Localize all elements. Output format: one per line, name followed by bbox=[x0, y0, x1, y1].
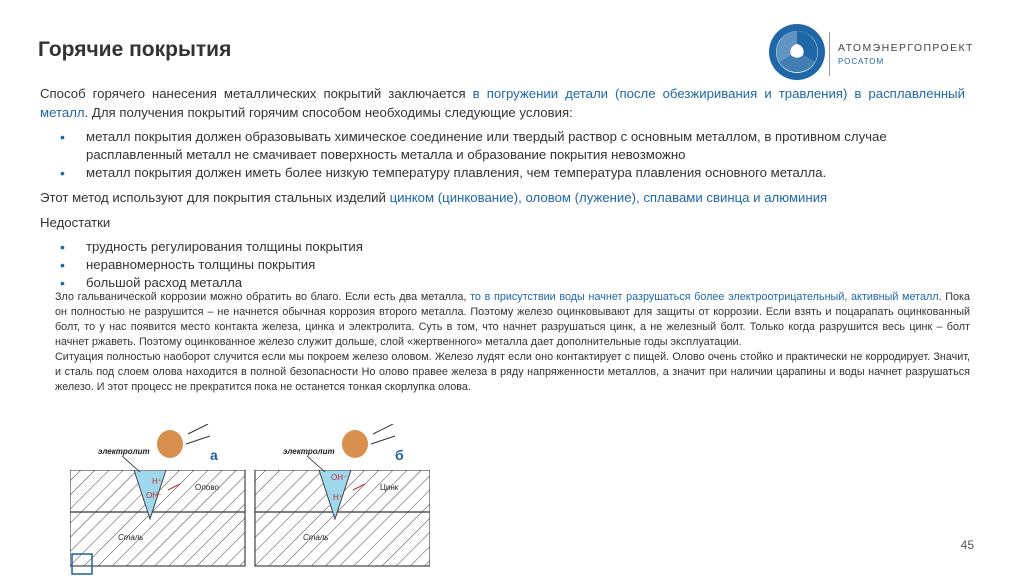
electrolyte-label-a: электролит bbox=[98, 447, 150, 456]
page-number: 45 bbox=[960, 538, 974, 552]
letter-a: а bbox=[210, 447, 218, 463]
galvanic-paragraph: Зло гальванической коррозии можно обратить во благо. Если есть два металла, то в присутствии воды начнет разрушаться более электроотрицательный, активный металл. Пока он полностью не разрушится – не начнется обычная коррозия второго металла. Поэтому железо оцинковывают для защиты от коррозии. Если взять и поцарапать оцинкованный болт, то у нас появится место контакта железа, цинка и электролита. Суть в том, что начнет разрушаться цинк, а не железный болт. Только когда разрушится весь цинк – болт начнет ржаветь. Поэтому оцинкованное железо служит дольше, слой «жертвенного» металла дает дополнительные годы эксплуатации. bbox=[55, 291, 970, 348]
usage-paragraph: Этот метод используют для покрытия стальных изделий цинком (цинкование), оловом (лужение), сплавами свинца и алюминия bbox=[40, 190, 828, 205]
conditions-list bbox=[40, 128, 965, 182]
electrolyte-label-b: электролит bbox=[283, 447, 335, 456]
coating-label-b: Цинк bbox=[380, 483, 399, 492]
galvanic-highlight: то в присутствии воды начнет разрушаться более электроотрицательный, активный металл bbox=[470, 291, 939, 303]
corrosion-diagram bbox=[70, 424, 430, 576]
usage-highlight: цинком (цинкование), оловом (лужение), сплавами свинца и алюминия bbox=[389, 190, 828, 205]
logo-divider bbox=[829, 32, 830, 76]
list-item: • трудность регулирования толщины покрытия bbox=[86, 238, 965, 256]
h-ion-a: H⁺ bbox=[152, 477, 162, 486]
drawbacks-heading: Недостатки bbox=[40, 215, 111, 230]
logo-brand: РОСАТОМ bbox=[838, 57, 885, 66]
list-item: • металл покрытия должен иметь более низкую температуру плавления, чем температура плавления основного металла. bbox=[86, 164, 965, 182]
base-label-a: Сталь bbox=[118, 533, 144, 542]
galvanic-text bbox=[55, 290, 970, 395]
list-item: • неравномерность толщины покрытия bbox=[86, 256, 965, 274]
oh-ion-b: OH⁻ bbox=[331, 473, 348, 482]
droplet-icon bbox=[157, 430, 183, 458]
list-item: • металл покрытия должен образовывать химическое соединение или твердый раствор с основным металлом, в противном случае расплавленный металл не смачивает поверхность металла и образование покрытия невозможно bbox=[86, 128, 965, 164]
intro-highlight: в погружении детали (после обезжиривания и травления) в расплавленный металл bbox=[40, 86, 965, 120]
oh-ion-a: OH⁻ bbox=[146, 491, 163, 500]
rosatom-emblem-icon bbox=[765, 22, 829, 82]
diagram-b bbox=[255, 424, 430, 566]
diagram-a bbox=[70, 424, 245, 566]
intro-paragraph: Способ горячего нанесения металлических покрытий заключается в погружении детали (после обезжиривания и травления) в расплавленный металл. Для получения покрытий горячим способом необходимы следующие условия: bbox=[40, 86, 965, 120]
tin-paragraph: Ситуация полностью наоборот случится если мы покроем железо оловом. Железо лудят если оно контактирует с пищей. Олово очень стойко и практически не корродирует. Значит, и сталь под слоем олова находится в полной безопасности Но олово правее железа в ряду напряженности металлов, а значит при наличии царапины и воды начнет разрушаться железо. И этот процесс не прекратится пока не останется тонкая скорлупка олова. bbox=[55, 351, 970, 393]
list-item: • большой расход металла bbox=[86, 274, 965, 292]
logo-text bbox=[838, 42, 974, 66]
page-title: Горячие покрытия bbox=[38, 38, 232, 61]
main-content bbox=[40, 84, 965, 292]
coating-label-a: Олово bbox=[195, 483, 219, 492]
logo-company-name: АТОМЭНЕРГОПРОЕКТ bbox=[838, 42, 974, 54]
base-label-b: Сталь bbox=[303, 533, 329, 542]
drawbacks-list bbox=[40, 238, 965, 292]
letter-b: б bbox=[395, 447, 404, 463]
droplet-icon bbox=[342, 430, 368, 458]
h-ion-b: H⁺ bbox=[333, 493, 343, 502]
